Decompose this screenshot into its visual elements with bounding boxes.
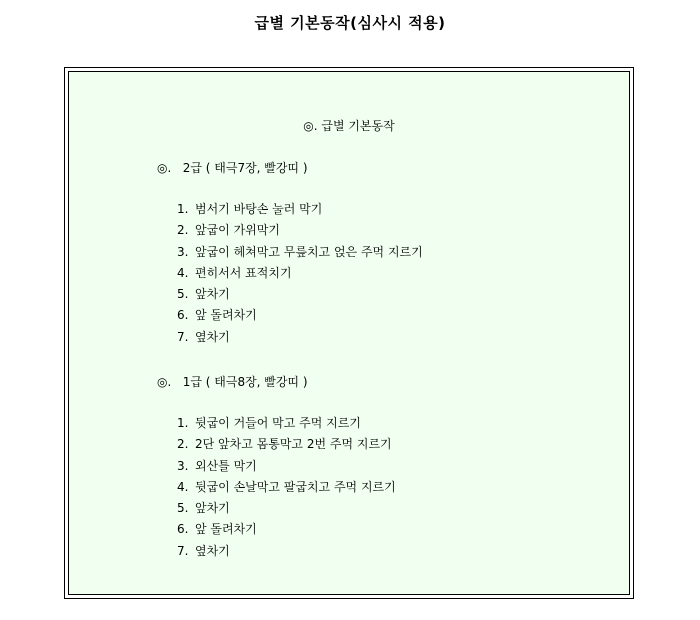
section-heading-1geup: ◎. 1급 ( 태극8장, 빨강띠 ) [157,375,308,389]
item-number: 7. [177,329,189,344]
list-item [177,305,423,326]
list-item [177,477,396,498]
item-text: 옆차기 [195,329,230,344]
item-number: 7. [177,543,189,558]
document-frame [64,67,634,599]
list-item [177,327,423,348]
document-panel [68,71,630,595]
section-list-2geup [177,199,423,348]
item-number: 2. [177,223,189,238]
list-item [177,199,423,220]
list-item [177,541,396,562]
page-title: 급별 기본동작(심사시 적용) [254,14,446,32]
item-number: 4. [177,479,189,494]
item-text: 뒷굽이 거들어 막고 주먹 지르기 [195,416,361,430]
list-item [177,242,423,263]
item-number: 1. [177,202,189,216]
item-text: 앞차기 [195,501,230,516]
document-content [69,72,629,594]
list-item [177,456,396,477]
list-item [177,284,423,305]
content-heading: ◎. 급별 기본동작 [303,119,395,133]
item-text: 2단 앞차고 몸통막고 2번 주먹 지르기 [195,437,392,452]
item-text: 범서기 바탕손 눌러 막기 [195,202,323,216]
list-item [177,519,396,540]
item-text: 옆차기 [195,543,230,558]
item-text: 앞 돌려차기 [195,308,257,323]
section-list-1geup [177,413,396,562]
item-number: 3. [177,458,189,473]
section-heading-2geup: ◎. 2급 ( 태극7장, 빨강띠 ) [157,161,308,175]
item-text: 앞 돌려차기 [195,522,257,537]
item-text: 뒷굽이 손날막고 팔굽치고 주먹 지르기 [195,479,396,494]
item-number: 6. [177,308,189,323]
item-text: 앞굽이 헤쳐막고 무릎치고 얹은 주먹 지르기 [195,244,423,259]
item-number: 2. [177,437,189,452]
item-text: 앞굽이 가위막기 [195,223,280,238]
item-number: 4. [177,265,189,280]
list-item [177,434,396,455]
list-item [177,263,423,284]
item-text: 앞차기 [195,287,230,302]
item-number: 1. [177,416,189,430]
list-item [177,498,396,519]
item-number: 3. [177,244,189,259]
item-number: 5. [177,501,189,516]
list-item [177,220,423,241]
item-number: 6. [177,522,189,537]
item-text: 편히서서 표적치기 [195,265,292,280]
item-text: 외산틀 막기 [195,458,257,473]
list-item [177,413,396,434]
item-number: 5. [177,287,189,302]
